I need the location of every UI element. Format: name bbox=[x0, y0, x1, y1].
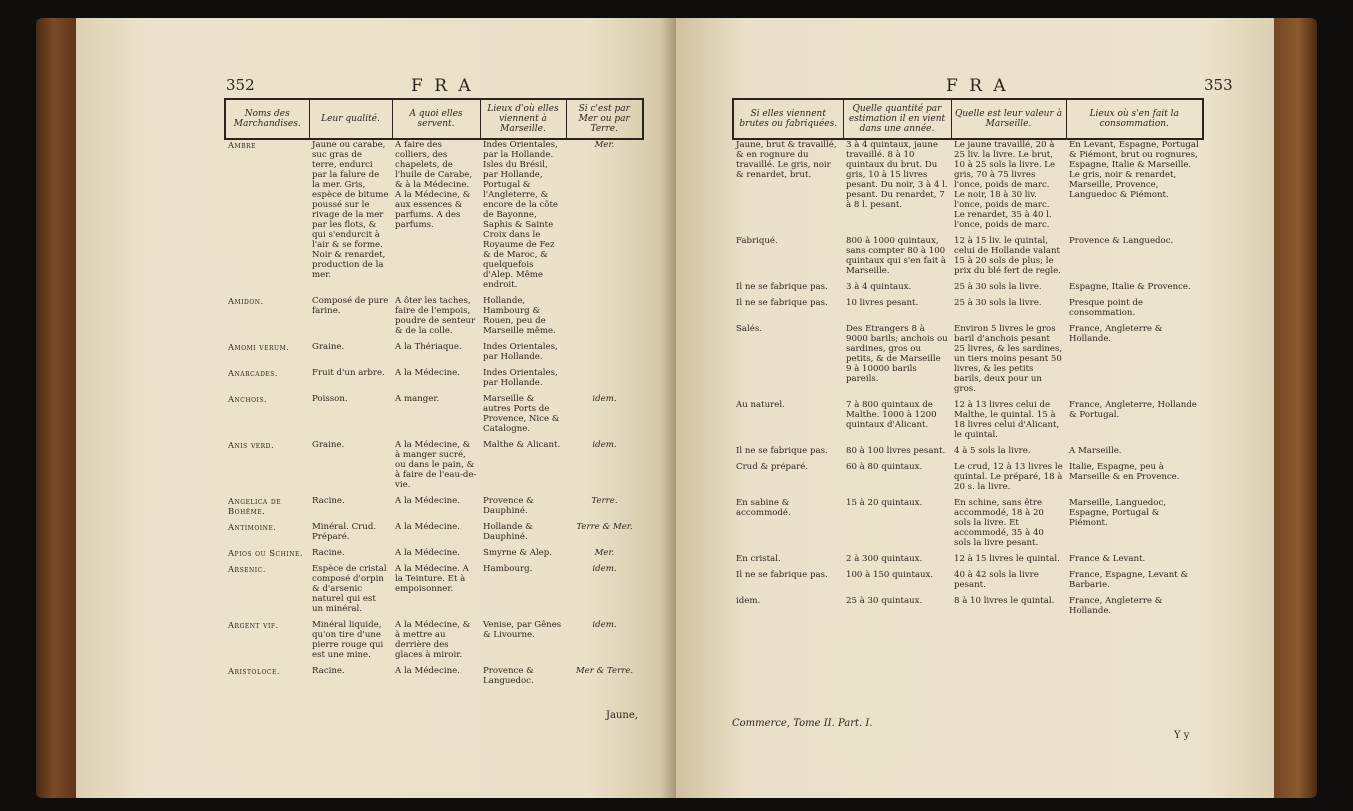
left-cell: Composé de pure farine. bbox=[312, 296, 389, 316]
right-cell: 7 à 800 quintaux de Malthe. 1000 à 1200 quintaux d'Alicant. bbox=[846, 400, 937, 430]
left-table-row bbox=[225, 368, 643, 394]
right-cell: En schine, sans être accommodé, 18 à 20 sols la livre. Et accommodé, 35 à 40 sols la livre pesant. bbox=[954, 498, 1044, 548]
left-cell: Amidon. bbox=[228, 296, 264, 306]
left-cell: Racine. bbox=[312, 496, 345, 506]
right-cell: 3 à 4 quintaux. bbox=[846, 282, 912, 292]
right-header-cell: Quelle est leur valeur à Marseille. bbox=[951, 99, 1066, 139]
right-cell: 80 à 100 livres pesant. bbox=[846, 446, 946, 456]
left-cell bbox=[566, 368, 643, 394]
right-cell: En Levant, Espagne, Portugal & Piémont, brut ou rognures, Espagne, Italie & Marseille. Le gris, noir & renardet, Marseille, Provence, Languedoc & Piémont. bbox=[1069, 140, 1199, 200]
right-table-row bbox=[733, 324, 1203, 400]
left-cell: Indes Orientales, par Hollande. bbox=[483, 368, 558, 388]
left-page-edges bbox=[36, 18, 80, 798]
left-cell: Mer. bbox=[594, 140, 615, 150]
left-cell: Apios ou Schine. bbox=[228, 548, 304, 558]
left-cell: Terre. bbox=[591, 496, 618, 506]
left-cell: Angelica de Bohême. bbox=[228, 496, 282, 516]
signature-mark: Y y bbox=[1174, 730, 1190, 741]
right-cell: France, Espagne, Levant & Barbarie. bbox=[1069, 570, 1189, 590]
left-cell: Indes Orientales, par la Hollande. Isles du Brésil, par Hollande, Portugal & l'Angleterre, & encore de la côte de Bayonne, Saphis & Sainte Croix dans le Royaume de Fez & de Maroc, & quelquefois d'Alep. Même endroit. bbox=[483, 140, 558, 290]
left-cell: A la Médecine, & à manger sucré, ou dans le pain, & à faire de l'eau-de-vie. bbox=[395, 440, 477, 490]
left-cell: Venise, par Gênes & Livourne. bbox=[483, 620, 562, 640]
right-cell: France, Angleterre & Hollande. bbox=[1069, 596, 1163, 616]
right-cell: Provence & Languedoc. bbox=[1069, 236, 1174, 246]
left-table-row bbox=[225, 548, 643, 564]
left-table-row bbox=[225, 666, 643, 692]
right-page-number: 353 bbox=[1204, 76, 1233, 94]
left-table-row bbox=[225, 296, 643, 342]
left-cell: Fruit d'un arbre. bbox=[312, 368, 385, 378]
right-table-row bbox=[733, 498, 1203, 554]
right-cell: En sabine & accommodé. bbox=[736, 498, 791, 518]
left-page bbox=[76, 18, 676, 798]
right-table-row bbox=[733, 462, 1203, 498]
left-cell: A la Médecine, & à mettre au derrière des glaces à miroir. bbox=[395, 620, 471, 660]
right-cell: Des Etrangers 8 à 9000 barils; anchois ou sardines, gros ou petits, & de Marseille 9 à 10000 barils pareils. bbox=[846, 324, 948, 384]
left-cell: Marseille & autres Ports de Provence, Nice & Catalogne. bbox=[483, 394, 560, 434]
right-table-row bbox=[733, 554, 1203, 570]
left-cell bbox=[566, 342, 643, 368]
right-cell: Marseille, Languedoc, Espagne, Portugal & Piémont. bbox=[1069, 498, 1167, 528]
right-cell: Il ne se fabrique pas. bbox=[736, 282, 828, 292]
left-header-cell: Noms des Marchandises. bbox=[225, 99, 309, 139]
left-cell: Minéral liquide, qu'on tire d'une pierre rouge qui est une mine. bbox=[312, 620, 384, 660]
left-cell: Antimoine. bbox=[228, 522, 277, 532]
left-table-row bbox=[225, 522, 643, 548]
right-table-row bbox=[733, 400, 1203, 446]
right-table-row bbox=[733, 139, 1203, 236]
right-cell: 3 à 4 quintaux, jaune travaillé. 8 à 10 quintaux du brut. Du gris, 10 à 15 livres pesant. Du noir, 3 à 4 l. pesant. Du renardet, 7 à 8 l. pesant. bbox=[846, 140, 948, 210]
right-cell: Il ne se fabrique pas. bbox=[736, 298, 828, 308]
left-cell: Jaune ou carabe, suc gras de terre, endurci par la falure de la mer. Gris, espèce de bitume poussé sur le rivage de la mer par les flots, & qui s'endurcit à l'air & se forme. Noir & renardet, production de la mer. bbox=[312, 140, 389, 280]
left-cell: Poisson. bbox=[312, 394, 348, 404]
right-cell: Espagne, Italie & Provence. bbox=[1069, 282, 1191, 292]
left-table-row bbox=[225, 440, 643, 496]
left-cell: A manger. bbox=[395, 394, 440, 404]
left-cell: idem. bbox=[592, 394, 617, 404]
right-cell: 100 à 150 quintaux. bbox=[846, 570, 934, 580]
left-cell: idem. bbox=[592, 440, 617, 450]
left-table-row bbox=[225, 564, 643, 620]
left-cell: Anarcades. bbox=[228, 368, 279, 378]
left-cell bbox=[566, 296, 643, 342]
left-cell: Hambourg. bbox=[483, 564, 533, 574]
left-cell: A la Médecine. A la Teinture. Et à empoisonner. bbox=[395, 564, 469, 594]
left-table-row bbox=[225, 394, 643, 440]
right-cell: 8 à 10 livres le quintal. bbox=[954, 596, 1055, 606]
right-cell: 25 à 30 sols la livre. bbox=[954, 282, 1042, 292]
left-cell: Hollande & Dauphiné. bbox=[483, 522, 533, 542]
right-cell: Le crud, 12 à 13 livres le quintal. Le préparé, 18 à 20 s. la livre. bbox=[954, 462, 1063, 492]
catchword: Jaune, bbox=[606, 710, 638, 721]
right-table-row bbox=[733, 282, 1203, 298]
right-cell: France & Levant. bbox=[1069, 554, 1146, 564]
left-cell: A la Médecine. bbox=[395, 666, 460, 676]
left-cell: Malthe & Alicant. bbox=[483, 440, 561, 450]
left-page-number: 352 bbox=[226, 76, 255, 94]
left-cell: A faire des colliers, des chapelets, de l'huile de Carabe, & à la Médecine. A la Médecine, & aux essences & parfums. A des parfums. bbox=[395, 140, 473, 230]
right-table-row bbox=[733, 596, 1203, 622]
right-cell: Il ne se fabrique pas. bbox=[736, 446, 828, 456]
right-running-head: F R A bbox=[946, 76, 1009, 96]
left-header-cell: Leur qualité. bbox=[309, 99, 392, 139]
left-table bbox=[224, 98, 644, 692]
right-cell: Environ 5 livres le gros baril d'anchois pesant 25 livres, & les sardines, un tiers moins pesant 50 livres, & les petits barils, deux pour un gros. bbox=[954, 324, 1063, 394]
left-header-cell: Lieux d'où elles viennent à Marseille. bbox=[480, 99, 566, 139]
right-cell: Crud & préparé. bbox=[736, 462, 809, 472]
left-running-head: F R A bbox=[411, 76, 474, 96]
left-cell: Anchois. bbox=[228, 394, 268, 404]
left-cell: idem. bbox=[592, 620, 617, 630]
left-table-row bbox=[225, 342, 643, 368]
right-cell: 25 à 30 sols la livre. bbox=[954, 298, 1042, 308]
right-table-row bbox=[733, 298, 1203, 324]
right-cell: Fabriqué. bbox=[736, 236, 778, 246]
right-cell: Au naturel. bbox=[736, 400, 785, 410]
right-cell: Il ne se fabrique pas. bbox=[736, 570, 828, 580]
right-cell: Le jaune travaillé, 20 à 25 liv. la livre. Le brut, 10 à 25 sols la livre. Le gris, 70 à 75 livres l'once, poids de marc. Le noir, 18 à 30 liv. l'once, poids de marc. Le renardet, 35 à 40 l. l'once, poids de marc. bbox=[954, 140, 1056, 230]
left-cell: Racine. bbox=[312, 666, 345, 676]
left-cell: Amomi verum. bbox=[228, 342, 290, 352]
left-cell: Smyrne & Alep. bbox=[483, 548, 553, 558]
right-cell: 2 à 300 quintaux. bbox=[846, 554, 923, 564]
left-header-cell: Si c'est par Mer ou par Terre. bbox=[566, 99, 643, 139]
right-page bbox=[676, 18, 1274, 798]
right-cell: Presque point de consommation. bbox=[1069, 298, 1143, 318]
left-cell: Provence & Languedoc. bbox=[483, 666, 534, 686]
left-cell: A la Médecine. bbox=[395, 496, 460, 506]
left-cell: Graine. bbox=[312, 342, 345, 352]
right-table-row bbox=[733, 236, 1203, 282]
right-cell: France, Angleterre & Hollande. bbox=[1069, 324, 1163, 344]
right-table-row bbox=[733, 570, 1203, 596]
left-cell: A la Médecine. bbox=[395, 548, 460, 558]
left-cell: A la Médecine. bbox=[395, 368, 460, 378]
left-cell: A ôter les taches, faire de l'empois, poudre de senteur & de la colle. bbox=[395, 296, 476, 336]
left-table-row bbox=[225, 496, 643, 522]
right-cell: idem. bbox=[736, 596, 761, 606]
right-table bbox=[732, 98, 1204, 622]
right-cell: 12 à 15 liv. le quintal, celui de Hollande valant 15 à 20 sols de plus; le prix du blé fert de regle. bbox=[954, 236, 1061, 276]
left-table-row bbox=[225, 139, 643, 296]
left-cell: Ambre bbox=[228, 140, 256, 150]
right-cell: A Marseille. bbox=[1069, 446, 1122, 456]
right-cell: Salés. bbox=[736, 324, 762, 334]
left-cell: Argent vif. bbox=[228, 620, 279, 630]
right-cell: 10 livres pesant. bbox=[846, 298, 919, 308]
right-header-cell: Quelle quantité par estimation il en vient dans une année. bbox=[843, 99, 951, 139]
left-cell: idem. bbox=[592, 564, 617, 574]
right-cell: 4 à 5 sols la livre. bbox=[954, 446, 1031, 456]
page-footer: Commerce, Tome II. Part. I. bbox=[732, 718, 873, 729]
left-cell: Hollande, Hambourg & Rouen, peu de Marseille même. bbox=[483, 296, 556, 336]
left-table-row bbox=[225, 620, 643, 666]
left-cell: A la Médecine. bbox=[395, 522, 460, 532]
left-cell: Anis verd. bbox=[228, 440, 275, 450]
right-cell: 60 à 80 quintaux. bbox=[846, 462, 923, 472]
left-cell: Terre & Mer. bbox=[576, 522, 633, 532]
left-cell: Mer. bbox=[594, 548, 615, 558]
right-cell: 40 à 42 sols la livre pesant. bbox=[954, 570, 1039, 590]
right-cell: 15 à 20 quintaux. bbox=[846, 498, 923, 508]
right-table-row bbox=[733, 446, 1203, 462]
right-header-cell: Lieux où s'en fait la consommation. bbox=[1066, 99, 1203, 139]
left-cell: Racine. bbox=[312, 548, 345, 558]
left-header-cell: A quoi elles servent. bbox=[392, 99, 480, 139]
right-cell: Italie, Espagne, peu à Marseille & en Provence. bbox=[1069, 462, 1180, 482]
right-cell: En cristal. bbox=[736, 554, 781, 564]
right-cell: 800 à 1000 quintaux, sans compter 80 à 100 quintaux qui s'en fait à Marseille. bbox=[846, 236, 947, 276]
left-cell: Aristoloce. bbox=[228, 666, 281, 676]
right-page-edges bbox=[1269, 18, 1317, 798]
left-cell: Graine. bbox=[312, 440, 345, 450]
left-cell: Minéral. Crud. Préparé. bbox=[312, 522, 377, 542]
right-cell: France, Angleterre, Hollande & Portugal. bbox=[1069, 400, 1197, 420]
right-cell: Jaune, brut & travaillé, & en rognure du travaillé. Le gris, noir & renardet, brut. bbox=[736, 140, 837, 180]
left-cell: Indes Orientales, par Hollande. bbox=[483, 342, 558, 362]
left-cell: Mer & Terre. bbox=[575, 666, 634, 676]
right-cell: 12 à 15 livres le quintal. bbox=[954, 554, 1060, 564]
right-header-cell: Si elles viennent brutes ou fabriquées. bbox=[733, 99, 843, 139]
left-cell: Espèce de cristal composé d'orpin & d'arsenic naturel qui est un minéral. bbox=[312, 564, 387, 614]
left-cell: Arsenic. bbox=[228, 564, 266, 574]
right-cell: 12 à 13 livres celui de Malthe, le quintal. 15 à 18 livres celui d'Alicant, le quintal. bbox=[954, 400, 1060, 440]
left-cell: Provence & Dauphiné. bbox=[483, 496, 534, 516]
right-cell: 25 à 30 quintaux. bbox=[846, 596, 923, 606]
left-cell: A la Thériaque. bbox=[395, 342, 462, 352]
